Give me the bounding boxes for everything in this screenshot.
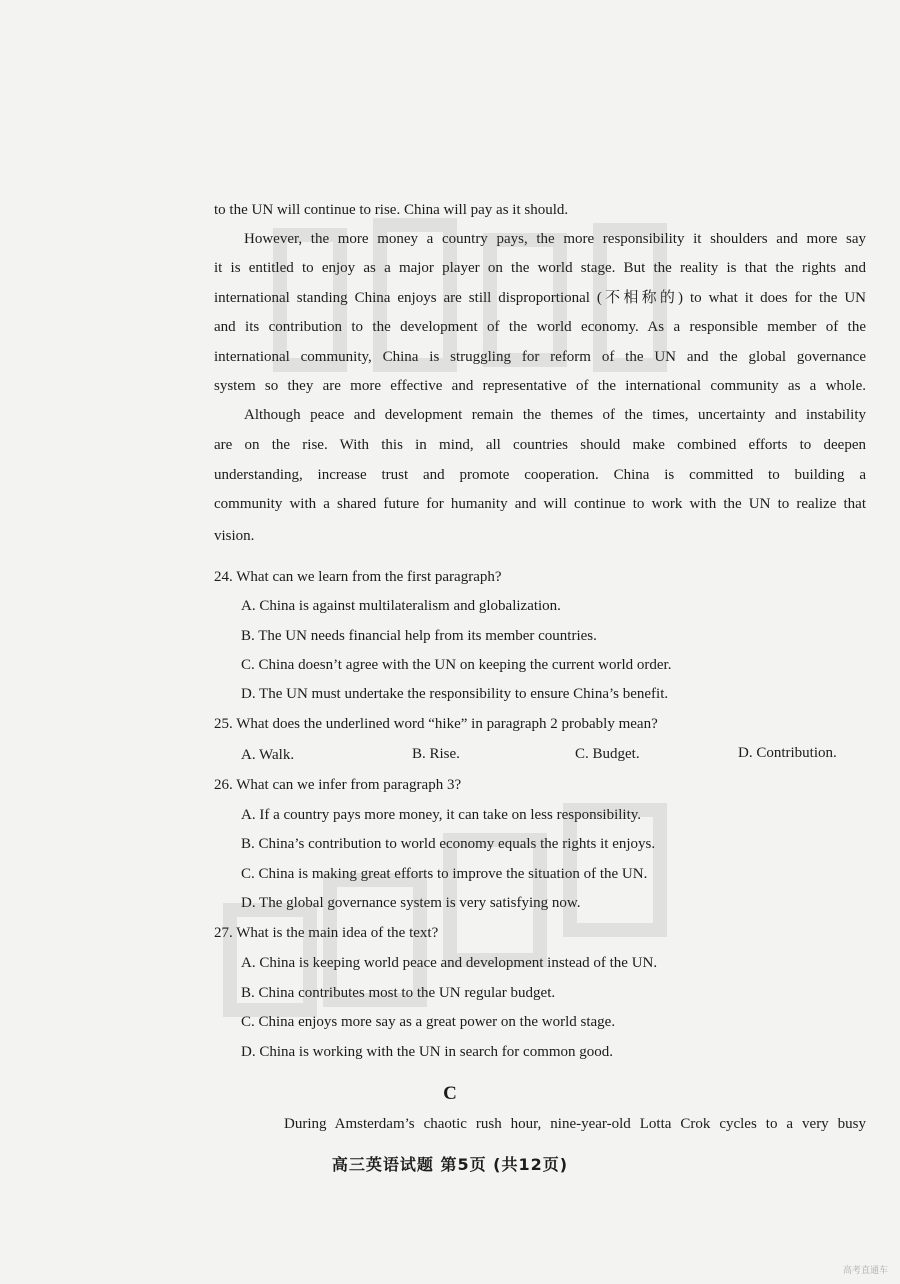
option-c: C. Budget. [575,746,640,762]
section-c-first-line: During Amsterdam’s chaotic rush hour, nine-year-old Lotta Crok cycles to a very busy [284,1116,866,1132]
option-c: C. China enjoys more say as a great power on the world stage. [241,1014,616,1030]
passage-line: and its contribution to the development of the world economy. As a responsible member of the [214,319,866,335]
option-b: B. The UN needs financial help from its member countries. [241,628,597,644]
option-d: D. The UN must undertake the responsibility to ensure China’s benefit. [241,686,669,702]
passage-line: Although peace and development remain the themes of the times, uncertainty and instability [244,407,866,423]
passage-line: it is entitled to enjoy as a major player on the world stage. But the reality is that the rights and [214,260,866,276]
question-stem: 25. What does the underlined word “hike” in paragraph 2 probably mean? [214,716,658,732]
option-d: D. The global governance system is very satisfying now. [241,895,581,911]
question-stem: 27. What is the main idea of the text? [214,925,439,941]
question-stem: 24. What can we learn from the first paragraph? [214,569,502,585]
passage-line: international standing China enjoys are still disproportional (不相称的) to what it does for the UN [214,290,866,306]
question-stem: 26. What can we infer from paragraph 3? [214,777,462,793]
section-heading: C [443,1083,457,1104]
passage-line: community with a shared future for humanity and will continue to work with the UN to realize that [214,496,866,512]
option-c: C. China is making great efforts to improve the situation of the UN. [241,866,648,882]
page-footer: 高三英语试题 第5页 (共12页) [331,1155,569,1174]
passage-line: system so they are more effective and representative of the international community as a whole. [214,378,866,394]
option-d: D. China is working with the UN in search for common good. [241,1044,614,1060]
passage-line: to the UN will continue to rise. China will pay as it should. [214,202,569,218]
option-c: C. China doesn’t agree with the UN on keeping the current world order. [241,657,672,673]
option-d: D. Contribution. [738,745,837,761]
corner-watermark: 高考直通车 [842,1266,888,1276]
passage-line: However, the more money a country pays, the more responsibility it shoulders and more say [244,231,866,247]
passage-line: understanding, increase trust and promote cooperation. China is committed to building a [214,467,866,483]
option-a: A. China is keeping world peace and development instead of the UN. [241,955,658,971]
option-a: A. China is against multilateralism and globalization. [241,598,561,614]
passage-line: vision. [214,528,255,544]
option-b: B. China contributes most to the UN regular budget. [241,985,556,1001]
passage-line: international community, China is struggling for reform of the UN and the global governance [214,349,866,365]
option-b: B. China’s contribution to world economy equals the rights it enjoys. [241,836,656,852]
passage-line: are on the rise. With this in mind, all countries should make combined efforts to deepen [214,437,866,453]
option-a: A. Walk. [241,747,295,763]
option-a: A. If a country pays more money, it can take on less responsibility. [241,807,642,823]
option-b: B. Rise. [412,746,460,762]
